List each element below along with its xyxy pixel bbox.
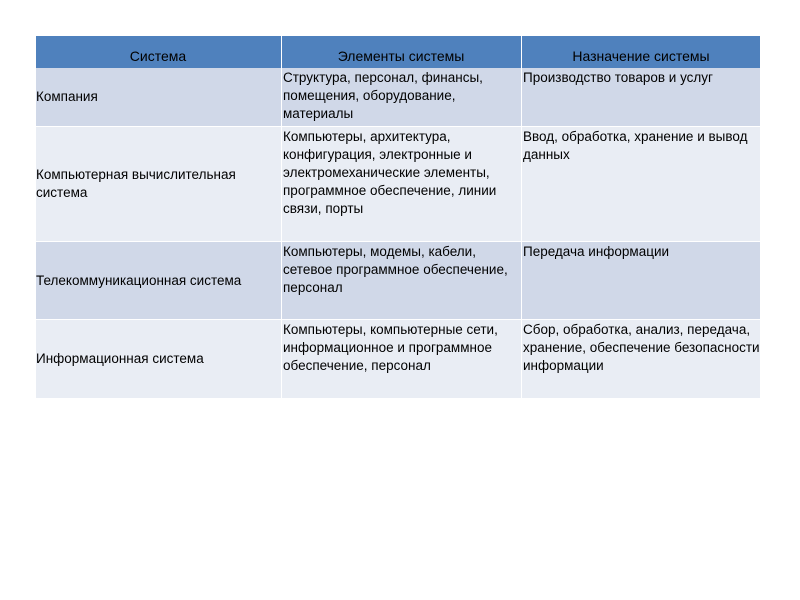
table-row xyxy=(36,68,760,126)
cell-elements: Компьютеры, архитектура, конфигурация, электронные и электромеханические элементы, программное обеспечение, линии связи, порты xyxy=(281,127,520,241)
table-row xyxy=(36,242,760,319)
cell-elements: Компьютеры, модемы, кабели, сетевое программное обеспечение, персонал xyxy=(281,242,520,319)
table-header-row xyxy=(36,36,760,68)
cell-system: Телекоммуникационная система xyxy=(36,272,242,288)
cell-elements: Компьютеры, компьютерные сети, информационное и программное обеспечение, персонал xyxy=(281,320,520,398)
header-system: Система xyxy=(129,48,187,64)
cell-purpose: Сбор, обработка, анализ, передача, хранение, обеспечение безопасности информации xyxy=(521,320,760,398)
cell-system: Информационная система xyxy=(36,351,204,366)
cell-purpose: Передача информации xyxy=(521,242,760,319)
cell-elements: Структура, персонал, финансы, помещения, оборудование, материалы xyxy=(281,68,520,126)
cell-system: Компания xyxy=(36,89,98,104)
header-purpose: Назначение системы xyxy=(521,36,760,68)
cell-system: Компьютерная вычислительная система xyxy=(36,167,236,200)
table-row xyxy=(36,127,760,241)
cell-purpose: Ввод, обработка, хранение и вывод данных xyxy=(521,127,760,241)
cell-purpose: Производство товаров и услуг xyxy=(521,68,760,126)
header-elements: Элементы системы xyxy=(281,36,520,68)
table-row xyxy=(36,320,760,398)
